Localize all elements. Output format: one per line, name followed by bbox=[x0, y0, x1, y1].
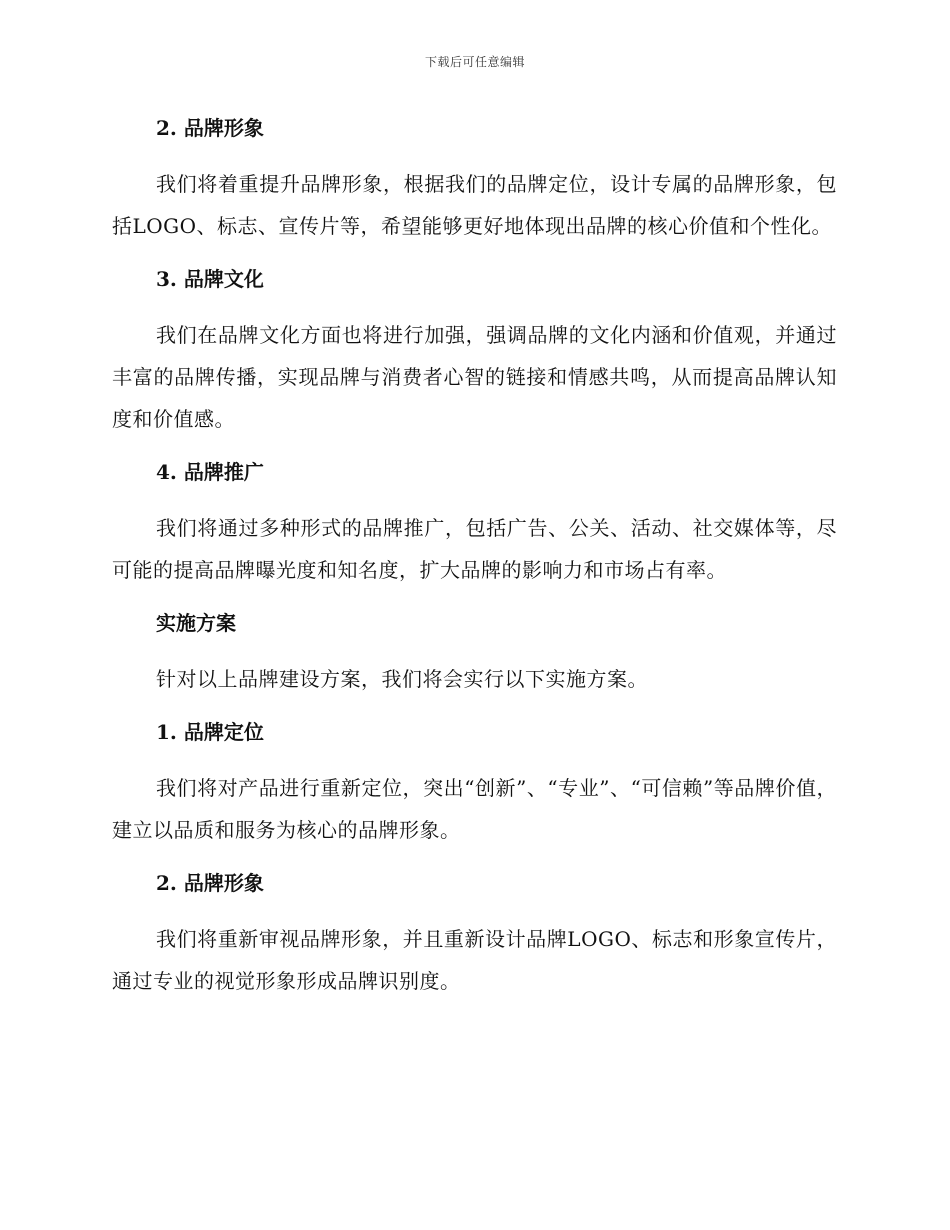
header-note: 下载后可任意编辑 bbox=[424, 55, 525, 69]
section-paragraph-brand-positioning: 我们将对产品进行重新定位，突出“创新”、“专业”、“可信赖”等品牌价值，建立以品质和服务为核心的品牌形象。 bbox=[112, 776, 837, 842]
section-paragraph-brand-image: 我们将着重提升品牌形象，根据我们的品牌定位，设计专属的品牌形象，包括LOGO、标志、宣传片等，希望能够更好地体现出品牌的核心价值和个性化。 bbox=[112, 172, 837, 238]
section-heading-brand-image-2: 2. 品牌形象 bbox=[156, 871, 264, 895]
section-heading-brand-image: 2. 品牌形象 bbox=[156, 116, 264, 140]
section-paragraph-brand-promotion: 我们将通过多种形式的品牌推广，包括广告、公关、活动、社交媒体等，尽可能的提高品牌曝光度和知名度，扩大品牌的影响力和市场占有率。 bbox=[112, 516, 837, 582]
section-paragraph-brand-image-2: 我们将重新审视品牌形象，并且重新设计品牌LOGO、标志和形象宣传片，通过专业的视觉形象形成品牌识别度。 bbox=[112, 927, 837, 993]
document-body bbox=[112, 108, 837, 1002]
section-heading-brand-culture: 3. 品牌文化 bbox=[156, 267, 264, 291]
section-paragraph-brand-culture: 我们在品牌文化方面也将进行加强，强调品牌的文化内涵和价值观，并通过丰富的品牌传播，实现品牌与消费者心智的链接和情感共鸣，从而提高品牌认知度和价值感。 bbox=[112, 323, 837, 431]
section-paragraph-implementation: 针对以上品牌建设方案，我们将会实行以下实施方案。 bbox=[156, 667, 648, 691]
section-heading-implementation: 实施方案 bbox=[156, 611, 236, 635]
section-heading-brand-promotion: 4. 品牌推广 bbox=[156, 460, 264, 484]
section-heading-brand-positioning: 1. 品牌定位 bbox=[156, 720, 264, 744]
